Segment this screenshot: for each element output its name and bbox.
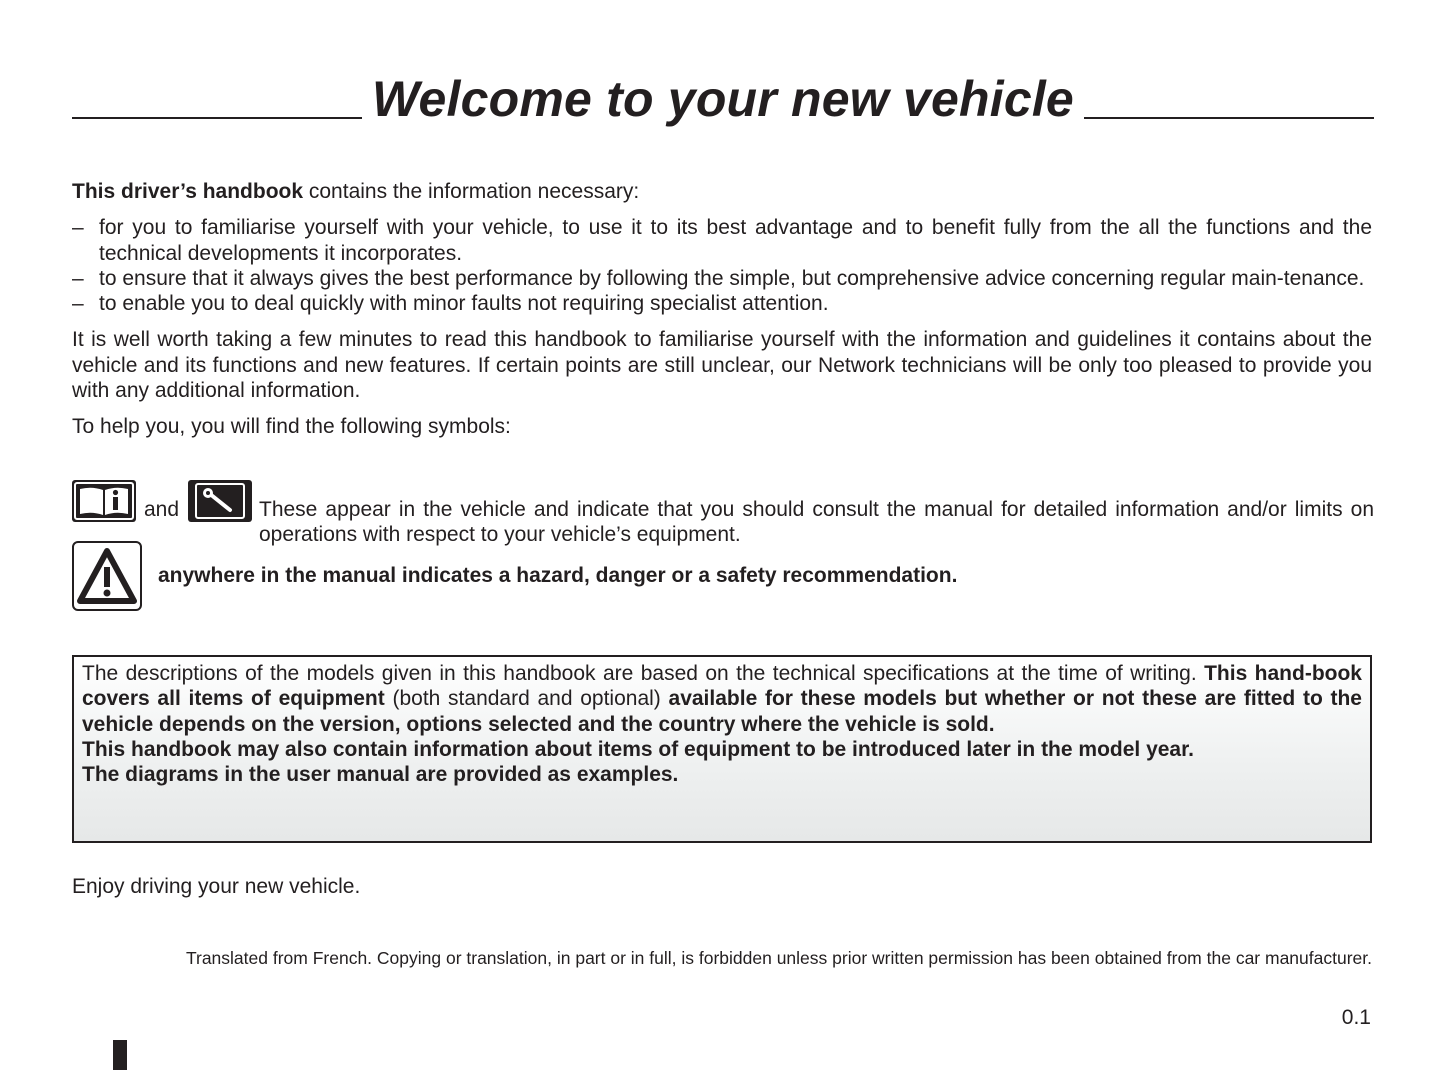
wrench-icon [188, 480, 252, 522]
note-later-equipment: This handbook may also contain information about items of equipment to be introduced later in the model year. [82, 737, 1194, 761]
note-bold-text: This hand-book covers all items of equipment [82, 662, 1362, 711]
symbols-and-word: and [144, 498, 180, 521]
note-text: (both standard and optional) [384, 687, 669, 711]
intro-rest: contains the information necessary: [303, 180, 640, 203]
page-number: 0.1 [1341, 1006, 1371, 1029]
note-diagrams: The diagrams in the user manual are provided as examples. [82, 763, 679, 787]
closing-text: Enjoy driving your new vehicle. [72, 875, 361, 898]
note-bold-text: available for these models but whether or not these are fitted to the vehicle depends on the version, options selected and the country where the vehicle is sold. [82, 687, 1362, 736]
list-item: – to ensure that it always gives the best performance by following the simple, but comprehensive advice concerning regular main-tenance. [72, 266, 1372, 291]
symbols-row [72, 480, 1374, 550]
main-content [72, 179, 1372, 440]
reading-advice-paragraph: It is well worth taking a few minutes to read this handbook to familiarise yourself with the information and guidelines it contains about the vehicle and its functions and new features. If certain points are still unclear, our Network technicians will be only too pleased to provide you with any additional information. [72, 328, 1372, 403]
note-paragraph [82, 661, 1362, 737]
warning-row [72, 541, 1374, 615]
page-edge-marker [113, 1040, 127, 1070]
note-text: The descriptions of the models given in this handbook are based on the technical specifications at the time of writing. [82, 662, 1205, 685]
copyright-notice: Translated from French. Copying or translation, in part or in full, is forbidden unless prior written permission has been obtained from the car manufacturer. [185, 948, 1372, 968]
manual-book-icon [72, 480, 136, 522]
symbols-intro: To help you, you will find the following symbols: [72, 415, 511, 439]
equipment-note-box [72, 655, 1372, 843]
warning-text: anywhere in the manual indicates a hazard, danger or a safety recommendation. [158, 564, 958, 587]
list-item: – for you to familiarise yourself with your vehicle, to use it to its best advantage and to benefit fully from the all the functions and the technical developments it incorporates. [72, 215, 1372, 266]
page-header [72, 70, 1374, 127]
intro-paragraph [72, 179, 1372, 204]
page-title: Welcome to your new vehicle [72, 70, 1374, 128]
intro-bold: This driver’s handbook [72, 180, 304, 203]
warning-triangle-icon [72, 541, 142, 611]
symbols-description: These appear in the vehicle and indicate that you should consult the manual for detailed information and/or limits on operations with respect to your vehicle’s equipment. [259, 498, 1374, 547]
purpose-list [72, 215, 1372, 316]
list-item: – to enable you to deal quickly with minor faults not requiring specialist attention. [72, 291, 1372, 316]
